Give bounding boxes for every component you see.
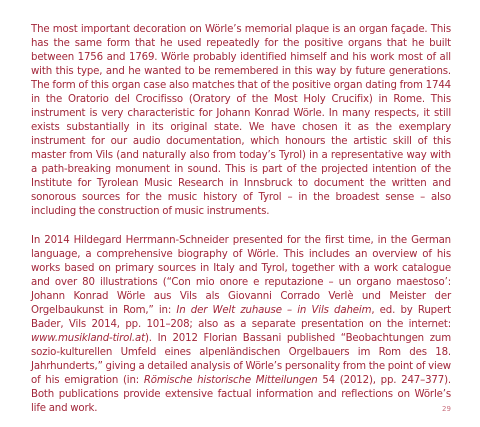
paragraph-2-text-c: ). In 2012 Florian Bassani published “Beobachtungen zum sozio-kulturellen Umfeld eines alpenländischen Orgelbauers im Rom des 18. Jahrhunderts,” giving a detailed analysis of Wörle’s personality from the point of view of his emigration (in:	[31, 333, 451, 386]
book-title-italic: In der Welt zuhause – in Vils daheim	[176, 305, 372, 316]
website-link-text: www.musikland-tirol.at	[31, 333, 145, 344]
paragraph-2-text-b: , ed. by Rupert Bader, Vils 2014, pp. 101–208; also as a separate presentation on the internet:	[31, 305, 451, 330]
page-number: 29	[442, 405, 451, 413]
paragraph-biography	[31, 234, 451, 416]
journal-title-italic: Römische historische Mitteilungen	[143, 375, 318, 386]
paragraph-2-text-a: In 2014 Hildegard Herrmann-Schneider presented for the first time, in the German language, a comprehensive biography of Wörle. This includes an overview of his works based on primary sources in Italy and Tyrol, together with a work catalogue and over 80 illustrations (“Con mio onore e reputazione – un organo maestoso’: Johann Konrad Wörle aus Vils als Giovanni Corrado Verlè und Meister der Orgelbaukunst in Rom,” in:	[31, 235, 451, 316]
paragraph-2-text-d: 54 (2012), pp. 247–377). Both publications provide extensive factual information and reflections on Wörle’s life and work.	[31, 375, 451, 414]
paragraph-1-text: The most important decoration on Wörle’s memorial plaque is an organ façade. This has the same form that he used repeatedly for the positive organs that he built between 1756 and 1769. Wörle probably identified himself and his work most of all with this type, and he wanted to be remembered in this way by future generations. The form of this organ case also matches that of the positive organ dating from 1744 in the Oratorio del Crocifisso (Oratory of the Most Holy Crucifix) in Rome. This instrument is very characteristic for Johann Konrad Wörle. In many respects, it still exists substantially in its original state. We have chosen it as the exemplary instrument for our audio documentation, which honours the artistic skill of this master from Vils (and naturally also from today’s Tyrol) in a representative way with a path-breaking monument in sound. This is part of the projected intention of the Institute for Tyrolean Music Research in Innsbruck to document the written and sonorous sources for the music history of Tyrol – in the broadest sense – also including the construction of music instruments.	[31, 24, 451, 217]
paragraph-organ-facade	[31, 23, 451, 219]
